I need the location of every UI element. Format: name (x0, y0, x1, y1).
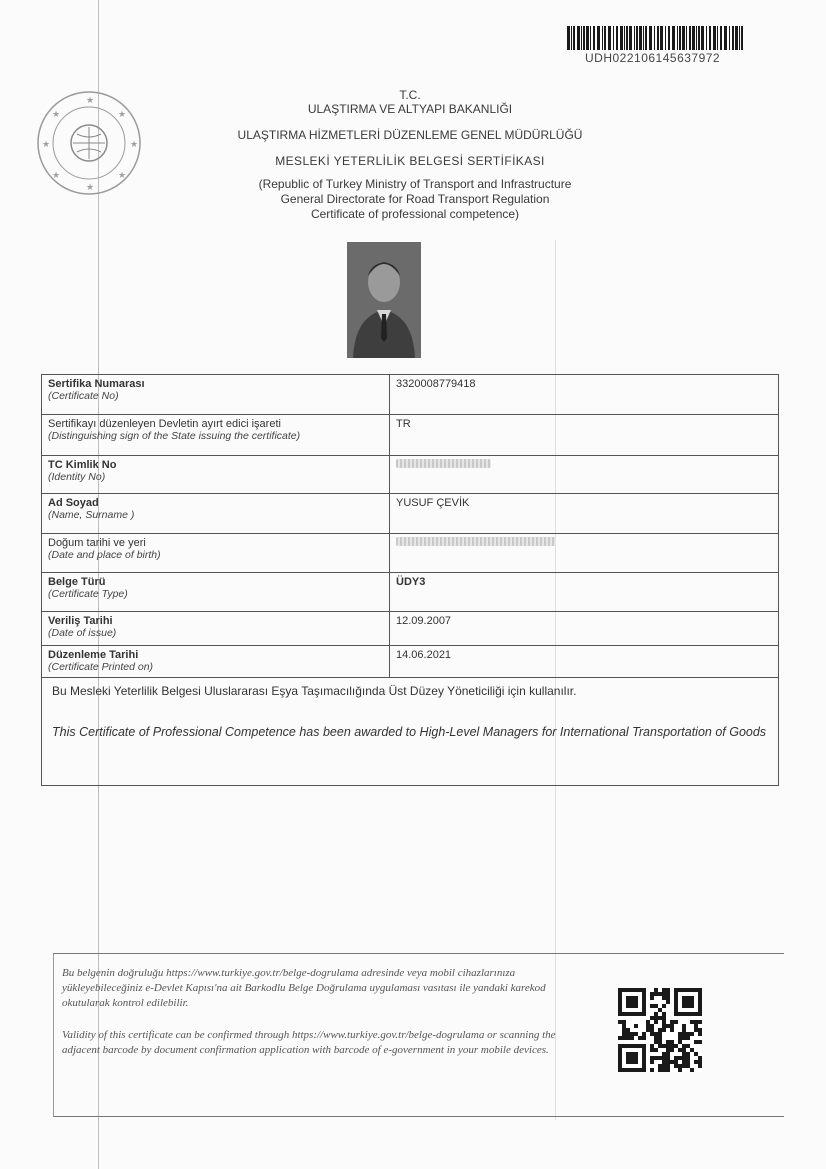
svg-text:★: ★ (118, 110, 127, 120)
svg-text:★: ★ (42, 140, 51, 150)
field-label-tr: Düzenleme Tarihi (48, 649, 139, 661)
usage-statement-en: This Certificate of Professional Competence has been awarded to High-Level Managers for International Transportation of Goods (52, 725, 767, 739)
field-label-tr: Sertifika Numarası (48, 378, 145, 390)
redacted-identity-no (396, 459, 491, 468)
usage-statement-tr: Bu Mesleki Yeterlilik Belgesi Uluslararası Eşya Taşımacılığında Üst Düzey Yöneticiliği için kullanılır. (52, 684, 577, 698)
field-label-tr: TC Kimlik No (48, 459, 117, 471)
field-label-tr: Belge Türü (48, 576, 106, 588)
svg-text:★: ★ (118, 171, 127, 181)
field-value-printed-on: 14.06.2021 (390, 646, 779, 678)
field-value-issuing-state: TR (390, 415, 779, 456)
field-value-name: YUSUF ÇEVİK (390, 494, 779, 534)
field-row-date-of-issue (42, 612, 779, 646)
field-row-printed-on (42, 646, 779, 678)
field-label-en: (Certificate Printed on) (48, 661, 154, 673)
field-label-tr: Sertifikayı düzenleyen Devletin ayırt edici işareti (48, 418, 281, 430)
field-label-en: (Name, Surname ) (48, 509, 135, 521)
field-row-birth (42, 534, 779, 573)
field-value-date-of-issue: 12.09.2007 (390, 612, 779, 646)
ministry-seal-icon (36, 90, 142, 196)
header-tc: T.C. (399, 88, 421, 102)
svg-text:★: ★ (130, 140, 139, 150)
field-row-certificate-no (42, 375, 779, 415)
header-certificate-title: MESLEKİ YETERLİLİK BELGESİ SERTİFİKASI (275, 154, 545, 168)
field-value-certificate-no: 3320008779418 (390, 375, 779, 415)
field-label-en: (Certificate Type) (48, 588, 128, 600)
field-label-tr: Doğum tarihi ve yeri (48, 537, 146, 549)
svg-text:★: ★ (86, 96, 95, 106)
field-row-certificate-type (42, 573, 779, 612)
field-row-identity-no (42, 456, 779, 494)
holder-photo (347, 242, 421, 358)
field-row-issuing-state (42, 415, 779, 456)
header-english-line-2: General Directorate for Road Transport Regulation (280, 192, 550, 206)
field-label-en: (Date of issue) (48, 627, 117, 639)
svg-text:★: ★ (52, 171, 61, 181)
certificate-details-table (41, 374, 779, 786)
svg-text:★: ★ (86, 183, 95, 193)
redacted-birth-info (396, 537, 556, 546)
header-english (200, 177, 630, 222)
field-row-name (42, 494, 779, 534)
field-label-en: (Distinguishing sign of the State issuing the certificate) (48, 430, 301, 442)
field-label-tr: Veriliş Tarihi (48, 615, 113, 627)
qr-code-icon (618, 988, 702, 1072)
field-label-en: (Date and place of birth) (48, 549, 161, 561)
field-label-tr: Ad Soyad (48, 497, 99, 509)
verification-text-tr: Bu belgenin doğruluğu https://www.turkiye.gov.tr/belge-dogrulama adresinde veya mobil cihazlarınıza yükleyebileceğiniz e-Devlet Kapısı'na ait Barkodlu Belge Doğrulama uygulaması vasıtası ile yandaki karekod okutularak kontrol edilebilir. (62, 967, 546, 1009)
usage-statement-row (42, 678, 779, 786)
barcode-icon (567, 26, 747, 50)
field-label-en: (Identity No) (48, 471, 106, 483)
field-label-en: (Certificate No) (48, 390, 119, 402)
header-english-line-1: (Republic of Turkey Ministry of Transport and Infrastructure (258, 177, 572, 191)
header-ministry: ULAŞTIRMA VE ALTYAPI BAKANLIĞI (307, 102, 513, 116)
svg-text:★: ★ (52, 110, 61, 120)
header-directorate: ULAŞTIRMA HİZMETLERİ DÜZENLEME GENEL MÜDÜRLÜĞÜ (237, 128, 583, 142)
header-english-line-3: Certificate of professional competence) (310, 207, 520, 221)
barcode-number: UDH022106145637972 (585, 51, 721, 65)
field-value-certificate-type: ÜDY3 (390, 573, 779, 612)
verification-text-en: Validity of this certificate can be confirmed through https://www.turkiye.gov.tr/belge-dogrulama or scanning the adjacent barcode by document confirmation application with barcode of e-government in your mobile devices. (62, 1029, 556, 1056)
